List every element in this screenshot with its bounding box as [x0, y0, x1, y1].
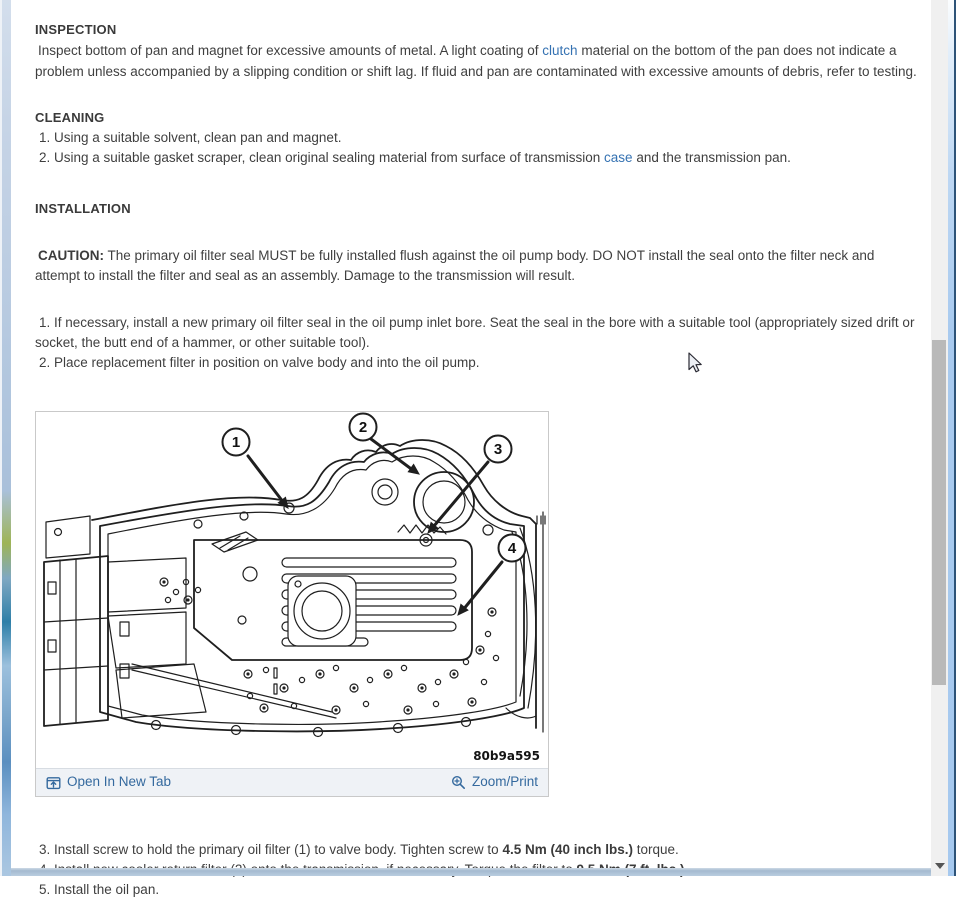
cleaning-heading: CLEANING	[35, 109, 105, 125]
text: The primary oil filter seal MUST be fully installed flush against the oil pump body. DO NOT install the seal onto the filter neck and attempt to install the filter and seal as an assembly. Damage to the transmission will result.	[35, 248, 875, 284]
zoom-print-link[interactable]	[451, 772, 538, 792]
installation-step-5-partial: 5. Install the oil pan.	[39, 882, 160, 898]
installation-step-2: 2. Place replacement filter in position on valve body and into the oil pump.	[39, 355, 480, 371]
mouse-cursor	[688, 352, 708, 374]
figure-footer	[36, 768, 548, 796]
scrollbar-thumb[interactable]	[932, 340, 946, 685]
figure-code-label: 80b9a595	[473, 749, 540, 764]
clutch-link[interactable]: clutch	[542, 43, 578, 59]
installation-step-1: 1. If necessary, install a new primary oil filter seal in the oil pump inlet bore. Seat the seal in the bore with a suitable tool (appropriately sized drift or socket, the butt end of a hammer, or other suitable tool).	[35, 314, 915, 350]
case-link[interactable]: case	[604, 150, 633, 166]
background-right-strip	[948, 0, 956, 876]
installation-step-3	[35, 840, 917, 860]
text: 3. Install screw to hold the primary oil filter (1) to valve body. Tighten screw to	[39, 841, 503, 857]
installation-heading: INSTALLATION	[35, 200, 131, 216]
transmission-diagram	[36, 412, 548, 768]
open-in-new-tab-label: Open In New Tab	[67, 773, 172, 789]
text: Inspect bottom of pan and magnet for excessive amounts of metal. A light coating of	[38, 43, 543, 59]
text: and the transmission pan.	[632, 150, 791, 166]
zoom-magnifier-plus-icon	[451, 775, 466, 790]
figure-box	[35, 411, 549, 797]
background-left-strip	[0, 0, 11, 876]
bottom-window-band	[11, 868, 931, 876]
cleaning-step-1: 1. Using a suitable solvent, clean pan and magnet.	[39, 130, 342, 146]
callout-1-number: 1	[231, 433, 241, 451]
text: torque.	[633, 841, 679, 857]
inspection-heading: INSPECTION	[35, 22, 117, 37]
article-content	[11, 0, 931, 898]
open-in-new-tab-icon	[46, 775, 61, 790]
zoom-print-label: Zoom/Print	[471, 773, 538, 789]
cleaning-step-2	[35, 148, 917, 168]
text: 2. Using a suitable gasket scraper, clean original sealing material from surface of transmission	[39, 150, 605, 166]
open-in-new-tab-link[interactable]	[46, 772, 171, 792]
inspection-paragraph	[35, 41, 917, 82]
text: material on the bottom of the pan does not indicate a problem unless accompanied by a slipping condition or shift lag. If fluid and pan are contaminated with excessive amounts of debris, refer to testing.	[35, 43, 917, 79]
callout-4-number: 4	[507, 539, 517, 557]
callout-3-number: 3	[493, 440, 503, 458]
callout-2-number: 2	[358, 418, 368, 436]
figure-canvas	[36, 412, 548, 768]
torque-value: 4.5 Nm (40 inch lbs.)	[502, 841, 633, 857]
caution-paragraph	[35, 246, 917, 287]
scroll-down-arrow-icon[interactable]	[935, 863, 945, 869]
caution-label: CAUTION:	[38, 248, 104, 264]
vertical-scrollbar[interactable]	[931, 0, 948, 876]
